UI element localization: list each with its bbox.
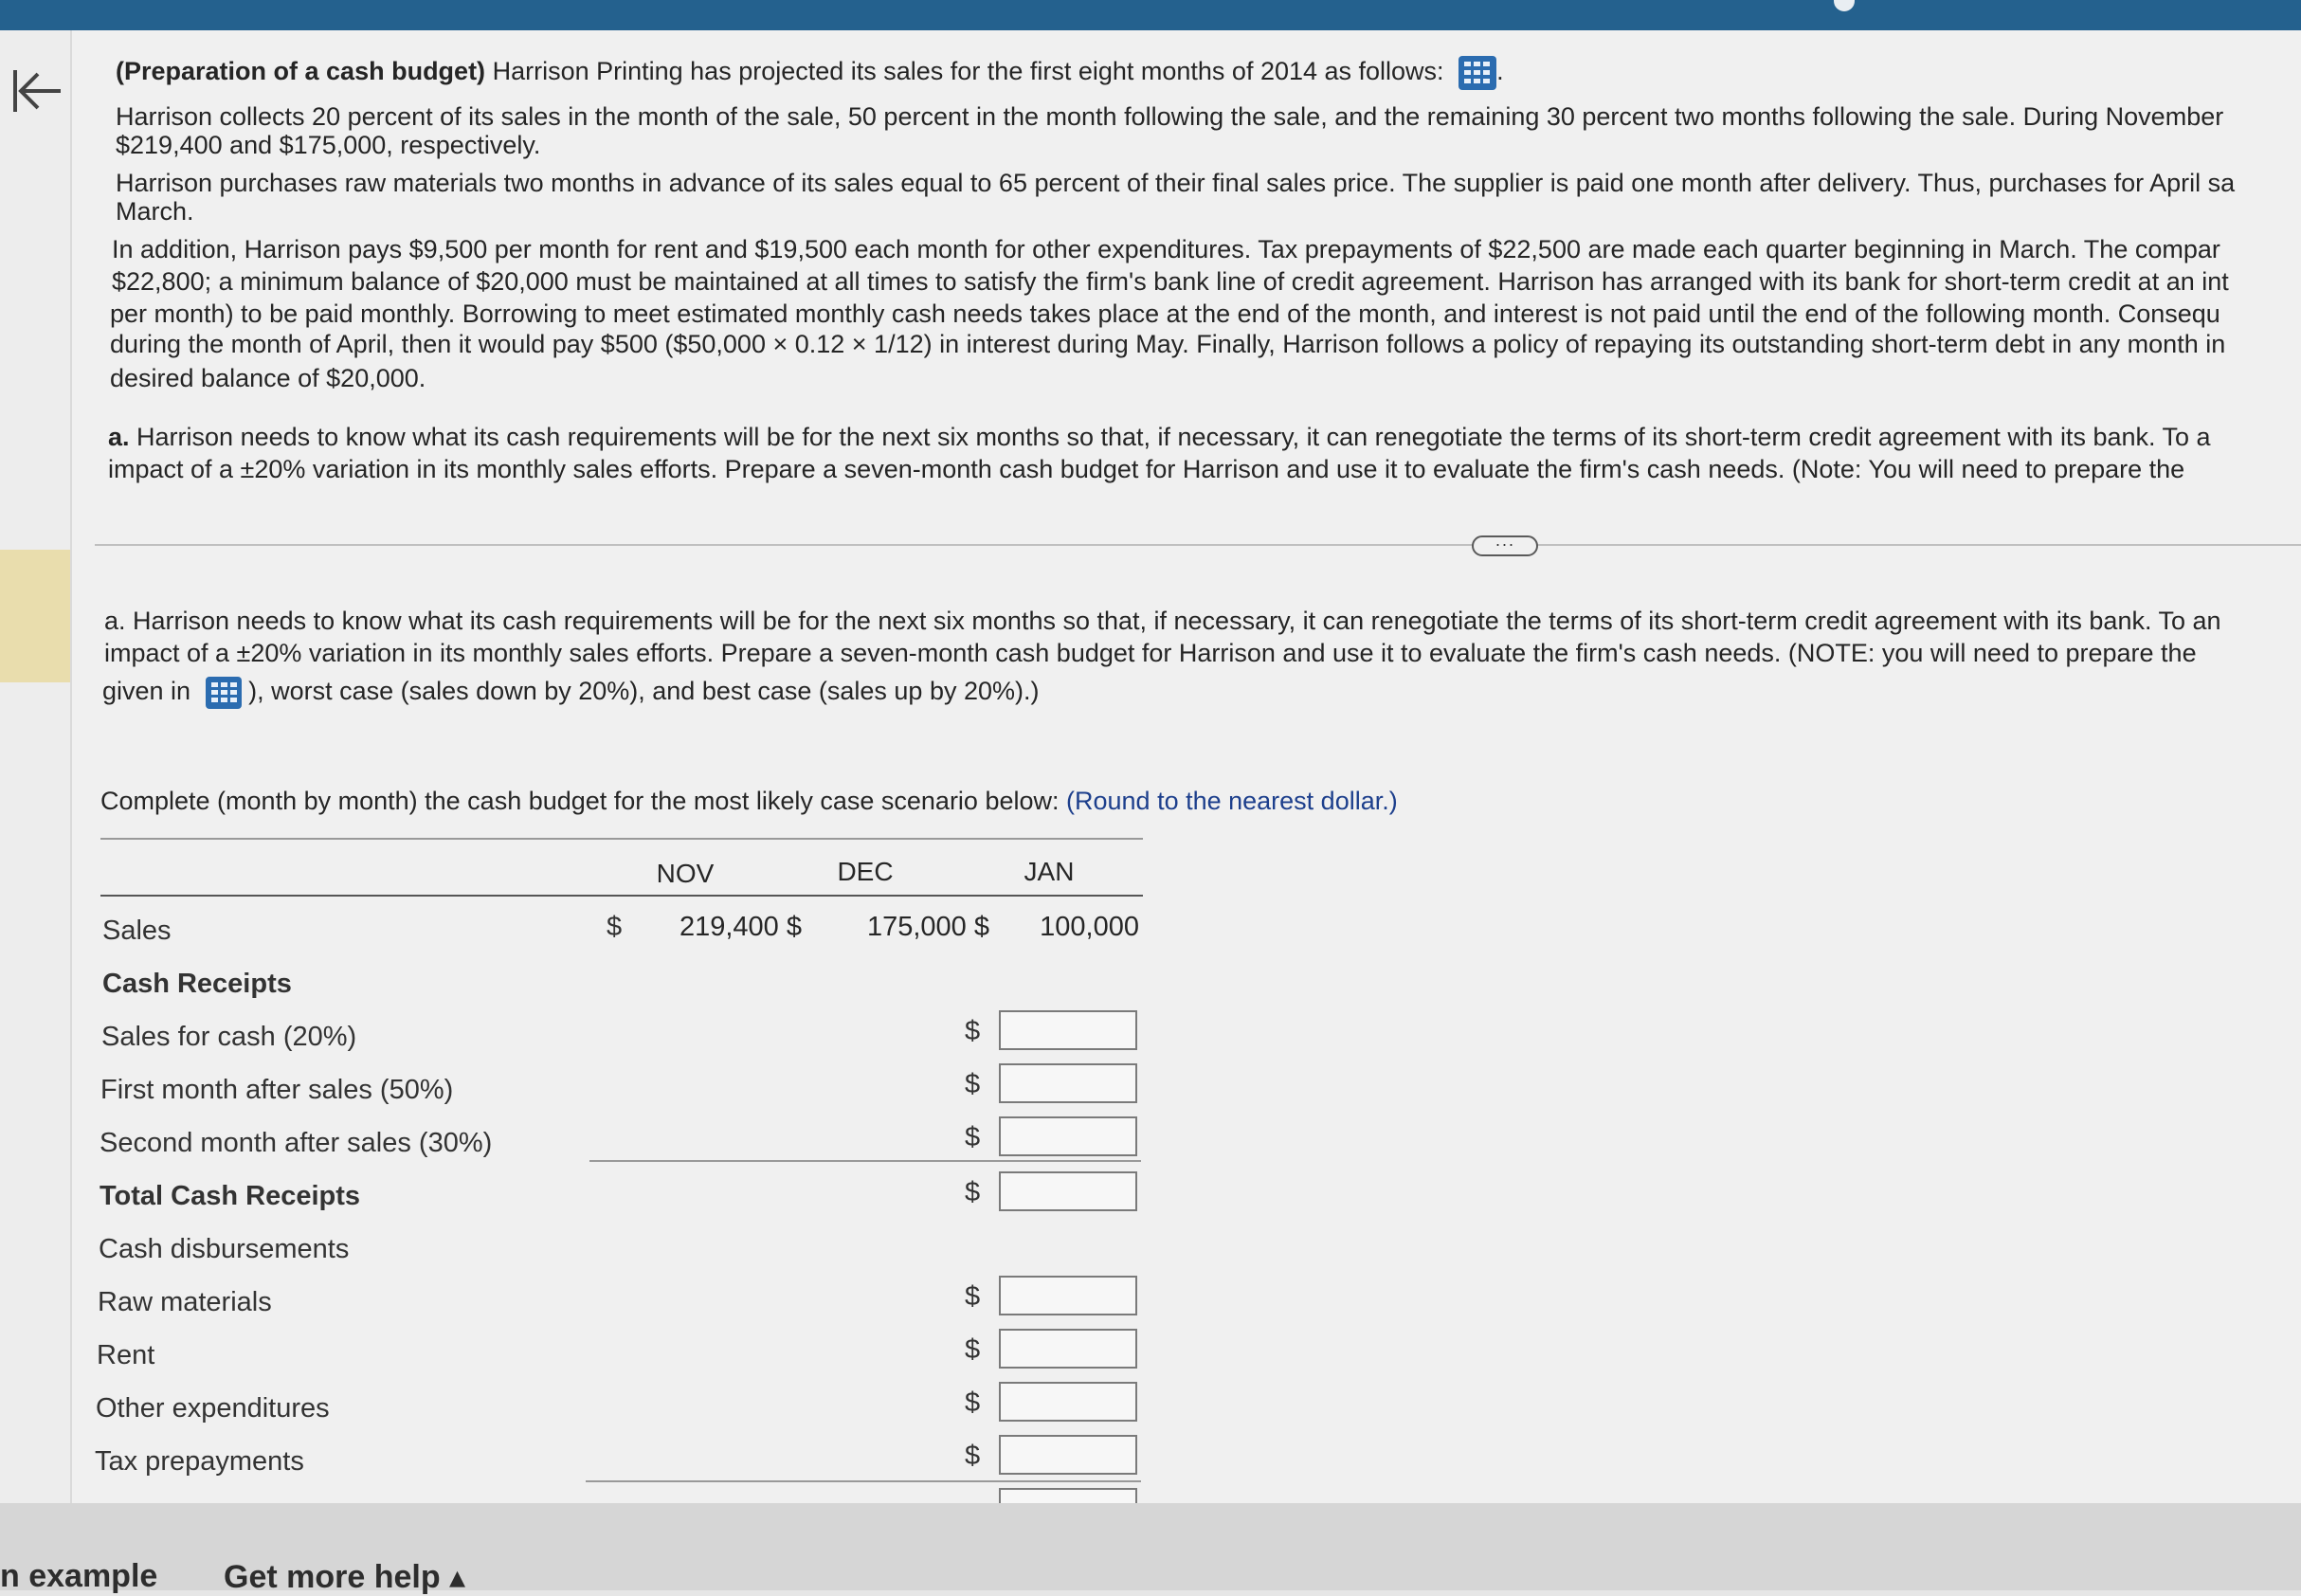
main-content <box>72 30 2301 1503</box>
next-row-input[interactable] <box>999 1488 1137 1503</box>
rounding-hint: (Round to the nearest dollar.) <box>1066 787 1398 815</box>
row-label: Cash Receipts <box>102 969 292 999</box>
collapse-left-icon[interactable] <box>9 63 64 118</box>
question-given-in: given in <box>102 677 191 705</box>
subtotal-rule <box>589 1160 1141 1162</box>
first-month-after-input[interactable] <box>999 1063 1137 1103</box>
question-cases: ), worst case (sales down by 20%), and best case (sales up by 20%).) <box>248 677 1040 705</box>
problem-line: March. <box>116 197 194 226</box>
part-a-line: impact of a ±20% variation in its monthly sales efforts. Prepare a seven-month cash budget for Harrison and use it to evaluate the firm's cash needs. (Note: You will need to prepare the <box>108 455 2185 483</box>
dollar-sign: $ <box>965 1122 981 1152</box>
instruction-text: Complete (month by month) the cash budget for the most likely case scenario below: <box>100 787 1060 815</box>
row-label: First month after sales (50%) <box>100 1075 454 1105</box>
section-divider <box>95 544 2301 546</box>
top-bar-knob <box>1834 0 1855 11</box>
part-a-text: Harrison needs to know what its cash requirements will be for the next six months so that, if necessary, it can renegotiate the terms of its short-term credit agreement with its bank. To a <box>136 423 2211 451</box>
row-label: Other expenditures <box>96 1393 330 1424</box>
rent-input[interactable] <box>999 1329 1137 1369</box>
header-rule <box>100 895 1143 897</box>
sales-label: Sales <box>102 916 172 946</box>
question-line: impact of a ±20% variation in its monthly sales efforts. Prepare a seven-month cash budget for Harrison and use it to evaluate the firm's cash needs. (NOTE: you will need to prepare the <box>104 639 2197 667</box>
second-month-after-input[interactable] <box>999 1116 1137 1156</box>
get-more-help-button[interactable]: Get more help ▴ <box>224 1559 466 1595</box>
row-label: Sales for cash (20%) <box>101 1022 357 1052</box>
problem-line: In addition, Harrison pays $9,500 per month for rent and $19,500 each month for other expenditures. Tax prepayments of $22,500 are made each quarter beginning in March. The compar <box>112 235 2220 263</box>
part-a-label: a. <box>108 423 130 451</box>
question-line: a. Harrison needs to know what its cash requirements will be for the next six months so that, if necessary, it can renegotiate the terms of its short-term credit agreement with its bank. To an <box>104 607 2221 635</box>
problem-intro: Harrison Printing has projected its sales for the first eight months of 2014 as follows: <box>492 57 1444 85</box>
sales-value-nov: 219,400 $ <box>679 912 802 942</box>
month-header-jan: JAN <box>1024 857 1075 886</box>
data-table-icon[interactable] <box>206 677 242 709</box>
row-label: Second month after sales (30%) <box>100 1128 493 1158</box>
dollar-sign: $ <box>965 1334 981 1365</box>
dollar-sign: $ <box>965 1441 981 1471</box>
problem-title: (Preparation of a cash budget) <box>116 57 486 85</box>
subtotal-rule <box>586 1480 1141 1482</box>
question-line <box>102 675 1040 709</box>
part-a-line <box>108 421 2211 453</box>
month-header-nov: NOV <box>656 859 715 888</box>
problem-line: Harrison collects 20 percent of its sales in the month of the sale, 50 percent in the month following the sale, and the remaining 30 percent two months following the sale. During November <box>116 102 2224 131</box>
problem-title-line <box>116 55 1504 90</box>
dollar-sign: $ <box>965 1069 981 1099</box>
problem-line: $22,800; a minimum balance of $20,000 must be maintained at all times to satisfy the firm's bank line of credit agreement. Harrison has arranged with its bank for short-term credit at an int <box>112 267 2229 296</box>
dollar-sign: $ <box>607 912 623 942</box>
page <box>0 30 2301 1503</box>
problem-line: desired balance of $20,000. <box>110 364 426 392</box>
row-label: Tax prepayments <box>95 1446 304 1477</box>
more-button[interactable]: ··· <box>1472 535 1538 556</box>
top-bar <box>0 0 2301 30</box>
raw-materials-input[interactable] <box>999 1276 1137 1315</box>
sales-value-jan: 100,000 <box>1040 912 1139 942</box>
sales-for-cash-input[interactable] <box>999 1010 1137 1050</box>
table-top-rule <box>100 838 1143 840</box>
other-expenditures-input[interactable] <box>999 1382 1137 1422</box>
dollar-sign: $ <box>965 1387 981 1418</box>
problem-line: Harrison purchases raw materials two months in advance of its sales equal to 65 percent of their final sales price. The supplier is paid one month after delivery. Thus, purchases for April sa <box>116 169 2236 197</box>
dollar-sign: $ <box>965 1281 981 1312</box>
data-table-icon[interactable] <box>1459 56 1496 90</box>
side-highlight <box>0 550 70 682</box>
row-label: Cash disbursements <box>99 1234 350 1264</box>
tax-prepayments-input[interactable] <box>999 1435 1137 1475</box>
dollar-sign: $ <box>965 1016 981 1046</box>
bottom-toolbar <box>0 1503 2301 1595</box>
problem-line: during the month of April, then it would pay $500 ($50,000 × 0.12 × 1/12) in interest during May. Finally, Harrison follows a policy of repaying its outstanding short-term debt in any month in <box>110 330 2226 358</box>
sales-value-dec: 175,000 $ <box>866 912 989 942</box>
left-rail <box>0 30 72 1503</box>
view-example-button[interactable]: n example <box>0 1558 158 1594</box>
month-header-dec: DEC <box>837 857 894 886</box>
instruction-line <box>100 785 1398 817</box>
problem-line: $219,400 and $175,000, respectively. <box>116 131 541 159</box>
problem-line: per month) to be paid monthly. Borrowing to meet estimated monthly cash needs takes place at the end of the month, and interest is not paid until the end of the following month. Consequ <box>110 299 2220 328</box>
row-label: Raw materials <box>98 1287 272 1317</box>
dollar-sign: $ <box>965 1177 981 1207</box>
row-label: Total Cash Receipts <box>100 1181 361 1211</box>
row-label: Rent <box>97 1340 155 1370</box>
intro-period: . <box>1496 57 1504 85</box>
total-cash-receipts-input[interactable] <box>999 1171 1137 1211</box>
